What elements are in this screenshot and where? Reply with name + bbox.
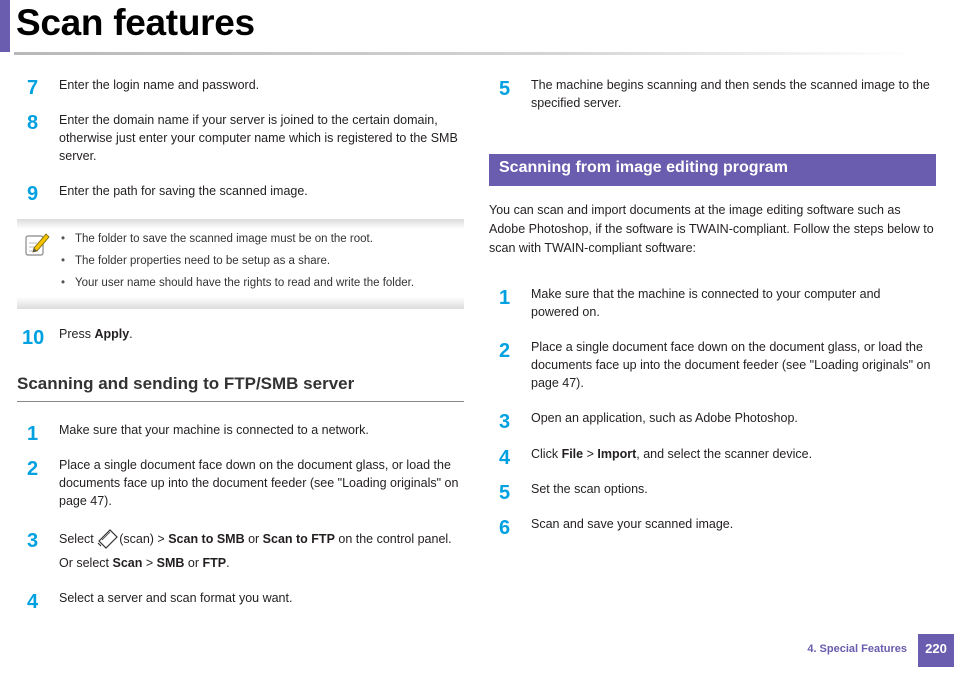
section-divider [17, 401, 464, 402]
section-band [489, 154, 936, 186]
step-text: Select a server and scan format you want. [59, 591, 293, 605]
section-heading-image-editing: Scanning from image editing program [499, 159, 788, 176]
step-text: Make sure that your machine is connected to a network. [59, 423, 369, 437]
note-item: • The folder to save the scanned image must be on the root. [59, 231, 414, 253]
step-text: Place a single document face down on the document glass, or load the documents face up into the document feeder (see "Loading originals" on page 47). [531, 340, 931, 390]
step-number: 9 [27, 183, 39, 205]
step-number: 10 [22, 327, 45, 349]
step-text: The machine begins scanning and then sends the scanned image to the specified server. [531, 78, 930, 110]
scan-icon [97, 527, 119, 549]
page-number: 220 [918, 634, 954, 667]
step-text: Press Apply. [59, 327, 133, 341]
step-number: 6 [499, 517, 511, 539]
step-number: 5 [499, 482, 511, 504]
step-text-alt: Or select Scan > SMB or FTP. [59, 556, 230, 570]
step-text: Enter the domain name if your server is joined to the certain domain, otherwise just enter your computer name which is registered to the SMB server. [59, 113, 458, 163]
step-number: 7 [27, 77, 39, 99]
step-number: 4 [499, 447, 511, 469]
step-number: 4 [27, 591, 39, 613]
footer-section-label: 4. Special Features [807, 643, 907, 655]
step-number: 1 [499, 287, 511, 309]
step-number: 3 [27, 530, 39, 552]
step-number: 8 [27, 112, 39, 134]
step-number: 5 [499, 78, 511, 100]
title-accent-bar [0, 0, 10, 52]
note-pencil-icon [24, 231, 50, 257]
section-heading-ftp-smb: Scanning and sending to FTP/SMB server [17, 374, 355, 393]
step-text: Make sure that the machine is connected to your computer and powered on. [531, 287, 881, 319]
note-list [59, 231, 414, 297]
step-text: Click File > Import, and select the scanner device. [531, 447, 813, 461]
step-number: 2 [27, 458, 39, 480]
section-intro: You can scan and import documents at the image editing software such as Adobe Photoshop, if the software is TWAIN-compliant. Follow the steps below to scan with TWAIN-compliant software: [489, 203, 934, 255]
step-text: Enter the path for saving the scanned image. [59, 184, 308, 198]
step-text: Set the scan options. [531, 482, 648, 496]
step-text: Select (scan) > Scan to SMB or Scan to FTP on the control panel. [59, 527, 469, 549]
note-item: • The folder properties need to be setup as a share. [59, 253, 414, 275]
step-number: 3 [499, 411, 511, 433]
step-text: Enter the login name and password. [59, 78, 260, 92]
step-text: Place a single document face down on the document glass, or load the documents face up into the document feeder (see "Loading originals" on page 47). [59, 458, 459, 508]
page-title: Scan features [16, 2, 255, 43]
step-text: Scan and save your scanned image. [531, 517, 734, 531]
step-number: 2 [499, 340, 511, 362]
step-text: Open an application, such as Adobe Photoshop. [531, 411, 798, 425]
title-underline [14, 52, 914, 55]
step-number: 1 [27, 423, 39, 445]
note-item: • Your user name should have the rights to read and write the folder. [59, 275, 414, 297]
